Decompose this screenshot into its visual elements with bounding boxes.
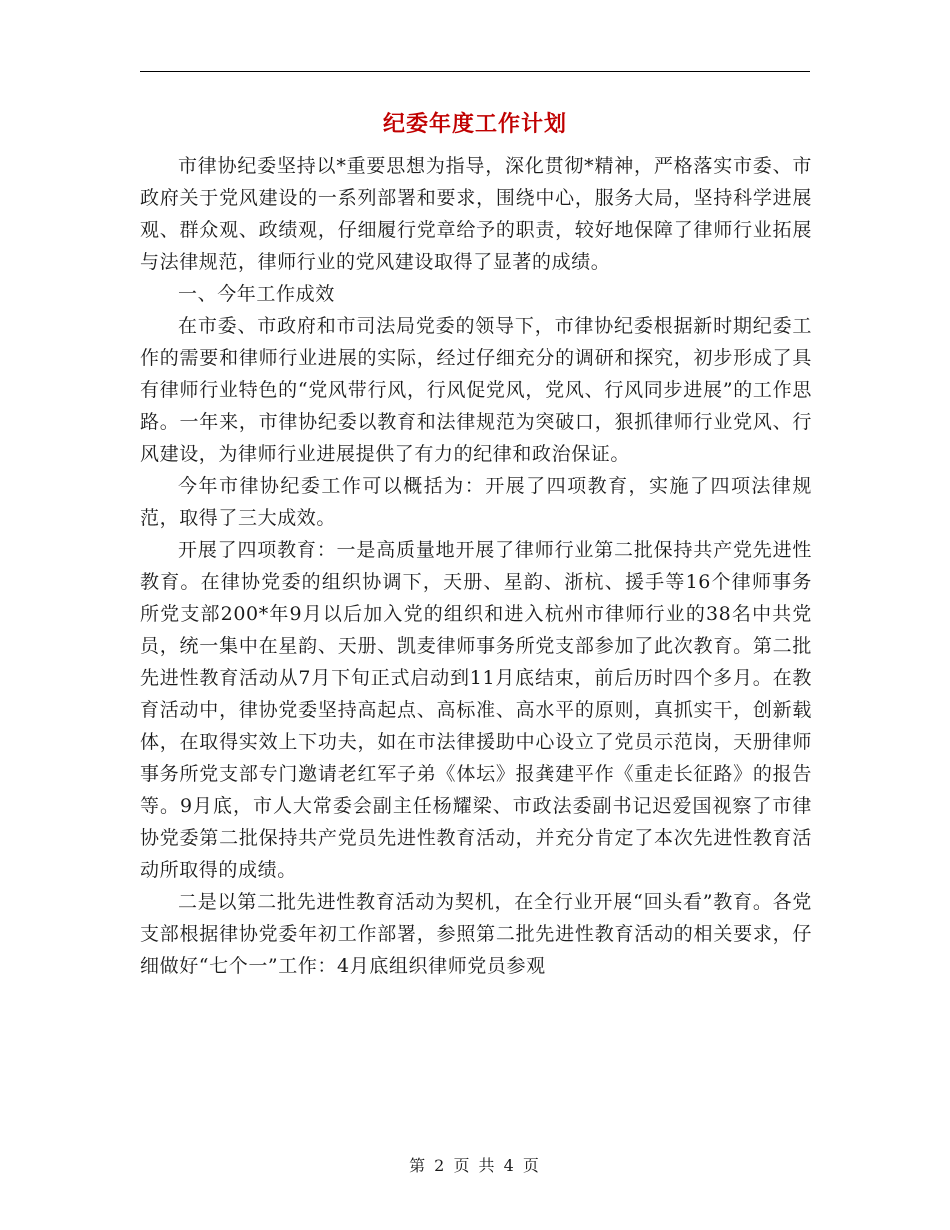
document-title: 纪委年度工作计划 (382, 112, 567, 137)
paragraph: 二是以第二批先进性教育活动为契机，在全行业开展“回头看”教育。各党支部根据律协党委年初工作部署，参照第二批先进性教育活动的相关要求，仔细做好“七个一”工作：4月底组织律师党员参观 (140, 891, 812, 977)
section-heading: 一、今年工作成效 (178, 283, 335, 305)
header-rule (140, 71, 810, 72)
paragraph: 开展了四项教育：一是高质量地开展了律师行业第二批保持共产党先进性教育。在律协党委的组织协调下，天册、星韵、浙杭、援手等16个律师事务所党支部200*年9月以后加入党的组织和进入杭州市律师行业的38名中共党员，统一集中在星韵、天册、凯麦律师事务所党支部参加了此次教育。第二批先进性教育活动从7月下旬正式启动到11月底结束，前后历时四个多月。在教育活动中，律协党委坚持高起点、高标准、高水平的原则，真抓实干，创新载体，在取得实效上下功夫，如在市法律援助中心设立了党员示范岗，天册律师事务所党支部专门邀请老红军子弟《体坛》报龚建平作《重走长征路》的报告等。9月底，市人大常委会副主任杨耀梁、市政法委副书记迟爱国视察了市律协党委第二批保持共产党员先进性教育活动，并充分肯定了本次先进性教育活动所取得的成绩。 (140, 539, 812, 881)
paragraph-intro: 市律协纪委坚持以*重要思想为指导，深化贯彻*精神，严格落实市委、市政府关于党风建设的一系列部署和要求，围绕中心，服务大局，坚持科学进展观、群众观、政绩观，仔细履行党章给予的职责，较好地保障了律师行业拓展与法律规范，律师行业的党风建设取得了显著的成绩。 (140, 155, 812, 273)
page-number-footer: 第 2 页 共 4 页 (409, 1156, 541, 1175)
paragraph: 今年市律协纪委工作可以概括为：开展了四项教育，实施了四项法律规范，取得了三大成效。 (140, 475, 812, 529)
paragraph: 在市委、市政府和市司法局党委的领导下，市律协纪委根据新时期纪委工作的需要和律师行业进展的实际，经过仔细充分的调研和探究，初步形成了具有律师行业特色的“党风带行风，行风促党风，党风、行风同步进展”的工作思路。一年来，市律协纪委以教育和法律规范为突破口，狠抓律师行业党风、行风建设，为律师行业进展提供了有力的纪律和政治保证。 (140, 315, 812, 465)
document-body (140, 150, 812, 982)
